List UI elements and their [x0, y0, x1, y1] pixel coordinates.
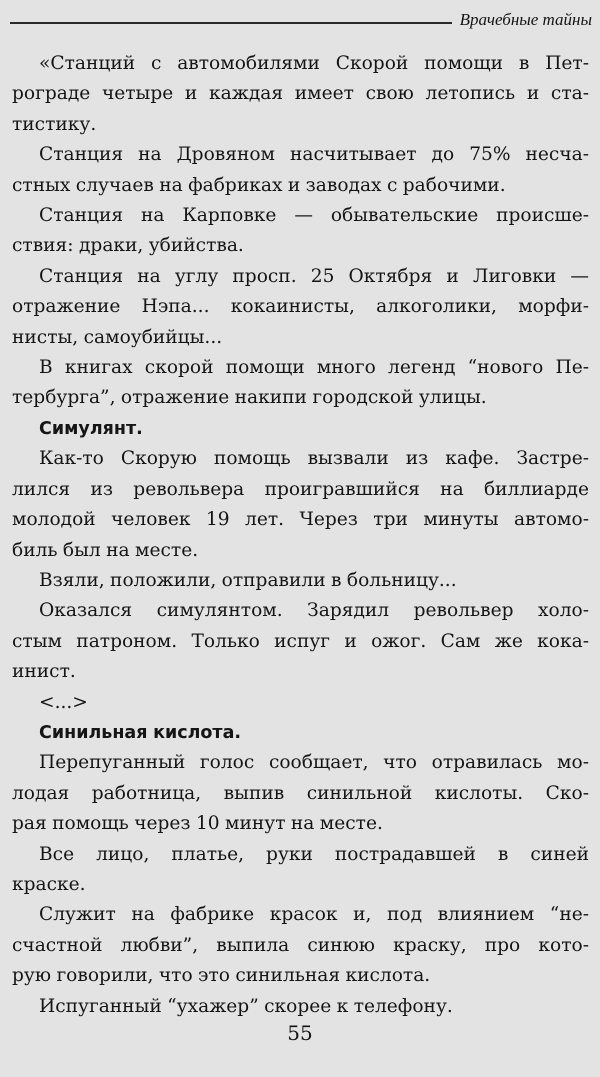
- text-line: биль был на месте.: [12, 539, 199, 561]
- header-rule: [10, 22, 452, 24]
- text-line: В книгах скорой помощи много легенд “нового Пе-: [39, 357, 589, 379]
- paragraph: [12, 840, 589, 901]
- text-line: рая помощь через 10 минут на месте.: [12, 813, 383, 835]
- text-line: тистику.: [12, 113, 97, 135]
- text-line: рограде четыре и каждая имеет свою летопись и ста-: [12, 83, 589, 105]
- paragraph: [12, 49, 589, 140]
- page-number: 55: [287, 1021, 313, 1045]
- text-line: Станция на углу просп. 25 Октября и Лиговки —: [39, 265, 589, 287]
- text-line: отражение Нэпа... кокаинисты, алкоголики, морфи-: [12, 296, 589, 318]
- text-line: «Станций с автомобилями Скорой помощи в Пет-: [39, 53, 589, 74]
- ellipsis-marker: <...>: [39, 691, 88, 713]
- text-line: Все лицо, платье, руки пострадавшей в синей: [39, 843, 589, 865]
- body-text: [12, 49, 589, 1022]
- text-line: Станция на Дровяном насчитывает до 75% несча-: [39, 144, 589, 166]
- text-line: краске.: [12, 873, 86, 895]
- text-line: ствия: драки, убийства.: [12, 235, 244, 257]
- paragraph: [12, 900, 589, 991]
- text-line: стым патроном. Только испуг и ожог. Сам же кока-: [12, 630, 589, 652]
- paragraph: [12, 201, 589, 262]
- text-line: Испуганный “ухажер” скорее к телефону.: [39, 995, 453, 1017]
- paragraph: [12, 566, 589, 596]
- text-line: рую говорили, что это синильная кислота.: [12, 965, 431, 987]
- text-line: молодой человек 19 лет. Через три минуты автомо-: [12, 509, 589, 531]
- text-line: Служит на фабрике красок и, под влиянием “не-: [39, 904, 589, 926]
- text-line: тербурга”, отражение накипи городской улицы.: [12, 387, 487, 409]
- paragraph: [12, 748, 589, 839]
- text-line: Оказался симулянтом. Зарядил револьвер холо-: [39, 600, 589, 622]
- paragraph: [12, 688, 589, 718]
- running-title: Врачебные тайны: [459, 10, 592, 29]
- text-line: Станция на Карповке — обывательские происше-: [39, 205, 589, 227]
- text-line: лился из револьвера проигравшийся на биллиарде: [12, 478, 589, 500]
- paragraph: [12, 262, 589, 353]
- text-line: лодая работница, выпив синильной кислоты. Ско-: [12, 782, 589, 804]
- heading-text: Симулянт.: [39, 418, 143, 439]
- paragraph: [12, 596, 589, 687]
- paragraph: [12, 140, 589, 201]
- text-line: инист.: [12, 661, 76, 683]
- running-header: [10, 4, 592, 30]
- text-line: Взяли, положили, отправили в больницу...: [39, 569, 457, 591]
- heading-text: Синильная кислота.: [39, 722, 242, 743]
- text-line: Перепуганный голос сообщает, что отравилась мо-: [39, 752, 589, 774]
- section-heading: [12, 718, 589, 748]
- paragraph: [12, 444, 589, 566]
- paragraph: [12, 992, 589, 1022]
- text-line: счастной любви”, выпила синюю краску, про кото-: [12, 934, 589, 956]
- text-line: стных случаев на фабриках и заводах с рабочими.: [12, 174, 506, 196]
- text-line: нисты, самоубийцы...: [12, 326, 223, 348]
- paragraph: [12, 353, 589, 414]
- section-heading: [12, 414, 589, 444]
- text-line: Как-то Скорую помощь вызвали из кафе. Застре-: [39, 448, 589, 470]
